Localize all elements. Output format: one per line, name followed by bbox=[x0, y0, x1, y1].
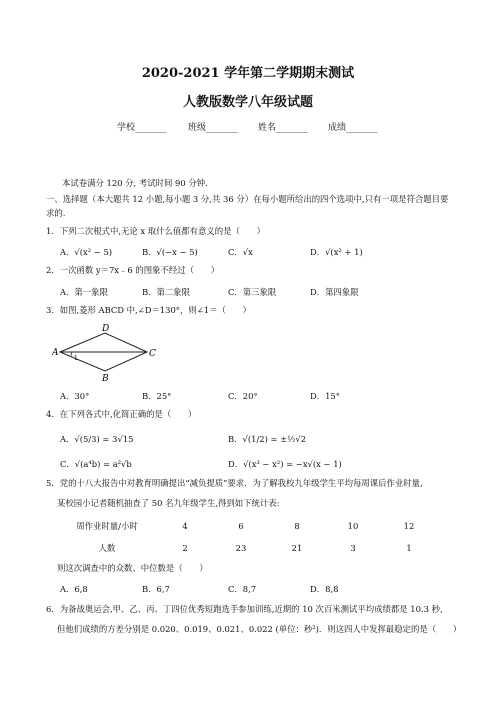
question-5-line3: 则这次调查中的众数、中位数是（ ） bbox=[57, 563, 208, 573]
table-cell: 23 bbox=[235, 543, 247, 553]
table-row bbox=[57, 515, 437, 537]
question-2: 2．一次函数 y＝7x﹣6 的图象不经过（ ） bbox=[46, 265, 220, 275]
exam-title: 2020-2021 学年第二学期期末测试 bbox=[141, 66, 355, 81]
table-cell: 6 bbox=[238, 521, 244, 531]
q4-option-a: A．√(5/3) = 3√15 bbox=[60, 434, 134, 444]
q1-option-a: A．√(x² − 5) bbox=[60, 247, 113, 257]
homework-stats-table bbox=[57, 515, 437, 559]
table-cell: 8 bbox=[294, 521, 300, 531]
q1-option-b: B．√(−x − 5) bbox=[142, 247, 198, 257]
q4-option-d: D．√(x³ − x²) = −x√(x − 1) bbox=[228, 459, 342, 469]
q2-option-c: C．第三象限 bbox=[228, 287, 277, 297]
exam-subtitle: 人教版数学八年级试题 bbox=[182, 95, 313, 110]
table-cell: 4 bbox=[182, 521, 188, 531]
q1-option-d: D．√(x² + 1) bbox=[310, 247, 363, 257]
label-c: C bbox=[149, 349, 156, 359]
q5-option-b: B．6,7 bbox=[142, 584, 170, 594]
table-cell: 21 bbox=[291, 543, 303, 553]
table-cell: 3 bbox=[350, 543, 356, 553]
row-label-count: 人数 bbox=[98, 543, 116, 553]
school-field: 学校_______ bbox=[117, 123, 167, 133]
label-d: D bbox=[102, 324, 110, 334]
rhombus-figure bbox=[52, 322, 162, 384]
q3-option-c: C．20° bbox=[228, 391, 258, 401]
q3-option-b: B．25° bbox=[142, 391, 172, 401]
label-b: B bbox=[102, 374, 109, 384]
angle-1-arc bbox=[71, 352, 72, 356]
q4-option-c: C．√(a⁴b) = a²√b bbox=[60, 459, 132, 469]
table-cell: 12 bbox=[403, 521, 415, 531]
label-a: A bbox=[52, 348, 59, 358]
section-heading: 一、选择题（本大题共 12 小题,每小题 3 分,共 36 分）在每小题所给出的四个选项中,只有一项是符合题目要求的. bbox=[46, 194, 449, 218]
question-5-line1: 5．党的十八大报告中对教育明确提出“减负提质”要求．为了解我校九年级学生平均每周课后作业时量, bbox=[46, 478, 423, 488]
score-field: 成绩_______ bbox=[328, 123, 378, 133]
question-4: 4．在下列各式中,化简正确的是（ ） bbox=[46, 409, 197, 419]
q3-option-d: D．15° bbox=[310, 391, 340, 401]
q5-option-a: A．6,8 bbox=[60, 584, 88, 594]
q1-option-c: C．√x bbox=[228, 247, 253, 257]
q5-option-c: C．8,7 bbox=[228, 584, 257, 594]
question-3: 3．如图,菱形 ABCD 中,∠D＝130°，则∠1＝（ ） bbox=[46, 305, 251, 315]
q2-option-b: B．第二象限 bbox=[142, 287, 191, 297]
table-row bbox=[57, 537, 437, 559]
table-cell: 10 bbox=[347, 521, 359, 531]
q2-option-a: A．第一象限 bbox=[60, 287, 108, 297]
question-1: 1．下列二次根式中,无论 x 取什么值都有意义的是（ ） bbox=[46, 226, 266, 236]
q2-option-d: D．第四象限 bbox=[310, 287, 359, 297]
question-6-line1: 6．为备战奥运会,甲、乙、丙、丁四位优秀短跑选手参加训练,近期的 10 次百米测试平均成绩都是 10.3 秒, bbox=[46, 604, 443, 614]
question-6-line2: 但他们成绩的方差分别是 0.020、0.019、0.021、0.022 (单位：秒²)．则这四人中发挥最稳定的是（ ） bbox=[57, 624, 462, 634]
label-angle-1: 1 bbox=[74, 355, 78, 362]
name-field: 姓名_______ bbox=[258, 123, 308, 133]
q5-option-d: D．8,8 bbox=[310, 584, 339, 594]
class-field: 班级_______ bbox=[188, 123, 238, 133]
q4-option-b: B．√(1/2) = ±½√2 bbox=[228, 434, 307, 444]
q3-option-a: A．30° bbox=[60, 391, 90, 401]
exam-note: 本试卷满分 120 分, 考试时间 90 分钟. bbox=[62, 178, 208, 188]
table-cell: 2 bbox=[182, 543, 188, 553]
row-label-hours: 周作业时量/小时 bbox=[76, 521, 138, 531]
question-5-line2: 某校园小记者随机抽查了 50 名九年级学生,得到如下统计表: bbox=[57, 498, 280, 508]
table-cell: 1 bbox=[406, 543, 412, 553]
